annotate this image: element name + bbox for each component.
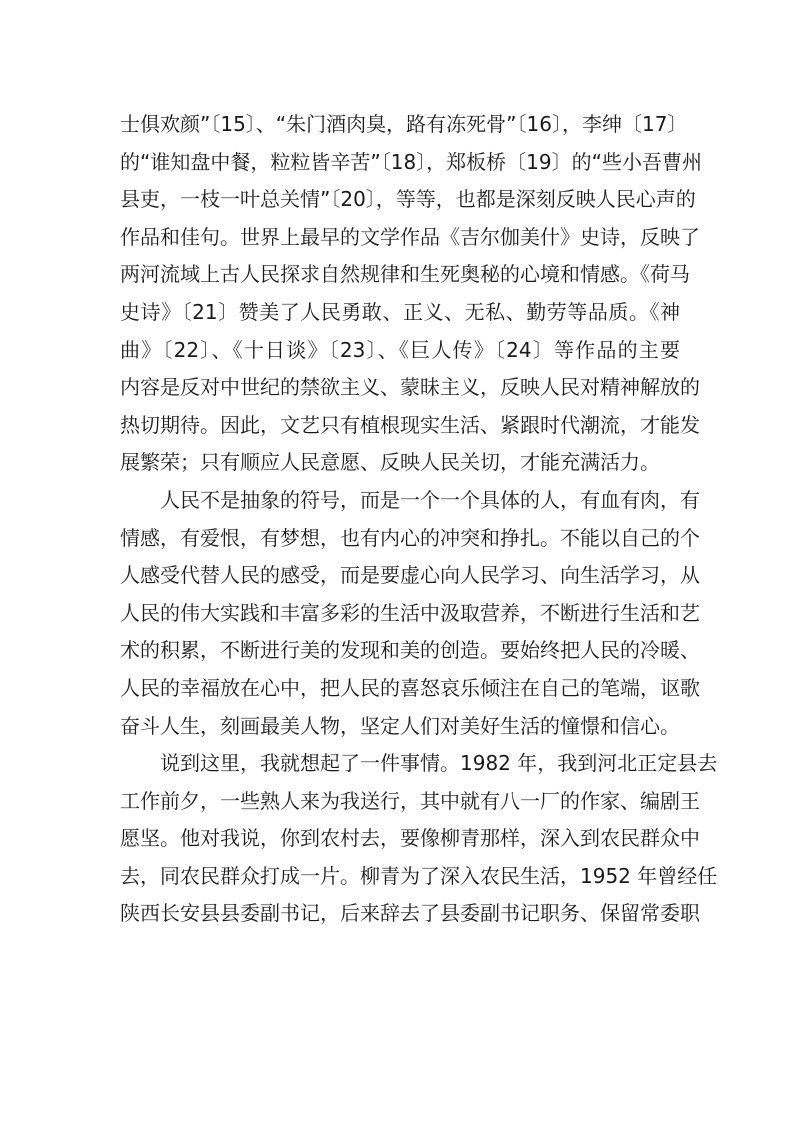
text-line: 工作前夕，一些熟人来为我送行，其中就有八一厂的作家、编剧王 (120, 788, 700, 813)
text-line: 县吏，一枝一叶总关情”〔20〕，等等，也都是深刻反映人民心声的 (120, 187, 696, 212)
text-line: 人民的伟大实践和丰富多彩的生活中汲取营养，不断进行生活和艺 (120, 600, 700, 625)
text-line: 人民不是抽象的符号，而是一个一个具体的人，有血有肉，有 (120, 487, 700, 512)
text-line: 曲》〔22〕、《十日谈》〔23〕、《巨人传》〔24〕等作品的主要 (120, 337, 680, 362)
text-line: 两河流域上古人民探求自然规律和生死奥秘的心境和情感。《荷马 (120, 262, 690, 287)
text-line: 愿坚。他对我说，你到农村去，要像柳青那样，深入到农民群众中 (120, 826, 700, 851)
text-line: 术的积累，不断进行美的发现和美的创造。要始终把人民的冷暖、 (120, 638, 700, 663)
paragraph-3 (120, 745, 718, 933)
text-line: 说到这里，我就想起了一件事情。1982 年，我到河北正定县去 (120, 751, 718, 776)
text-line: 史诗》〔21〕赞美了人民勇敢、正义、无私、勤劳等品质。《神 (120, 299, 680, 324)
text-line: 奋斗人生，刻画最美人物，坚定人们对美好生活的憧憬和信心。 (120, 713, 680, 738)
text-line: 作品和佳句。世界上最早的文学作品《吉尔伽美什》史诗，反映了 (120, 224, 700, 249)
text-line: 士俱欢颜”〔15〕、“朱门酒肉臭，路有冻死骨”〔16〕，李绅〔17〕 (120, 112, 688, 136)
text-line: 内容是反对中世纪的禁欲主义、蒙昧主义，反映人民对精神解放的 (120, 375, 700, 400)
paragraph-2 (120, 482, 700, 745)
text-line: 去，同农民群众打成一片。柳青为了深入农民生活，1952 年曾经任 (120, 863, 718, 888)
text-line: 人感受代替人民的感受，而是要虚心向人民学习、向生活学习，从 (120, 563, 700, 588)
text-line: 展繁荣；只有顺应人民意愿、反映人民关切，才能充满活力。 (120, 450, 660, 475)
paragraph-1 (120, 106, 702, 482)
text-line: 热切期待。因此，文艺只有植根现实生活、紧跟时代潮流，才能发 (120, 412, 700, 437)
text-line: 陕西长安县县委副书记，后来辞去了县委副书记职务、保留常委职 (120, 901, 700, 926)
text-line: 人民的幸福放在心中，把人民的喜怒哀乐倾注在自己的笔端，讴歌 (120, 675, 700, 700)
text-line: 的“谁知盘中餐，粒粒皆辛苦”〔18〕，郑板桥〔19〕的“些小吾曹州 (120, 149, 702, 174)
text-line: 情感，有爱恨，有梦想，也有内心的冲突和挣扎。不能以自己的个 (120, 525, 700, 550)
body-text (120, 106, 718, 933)
